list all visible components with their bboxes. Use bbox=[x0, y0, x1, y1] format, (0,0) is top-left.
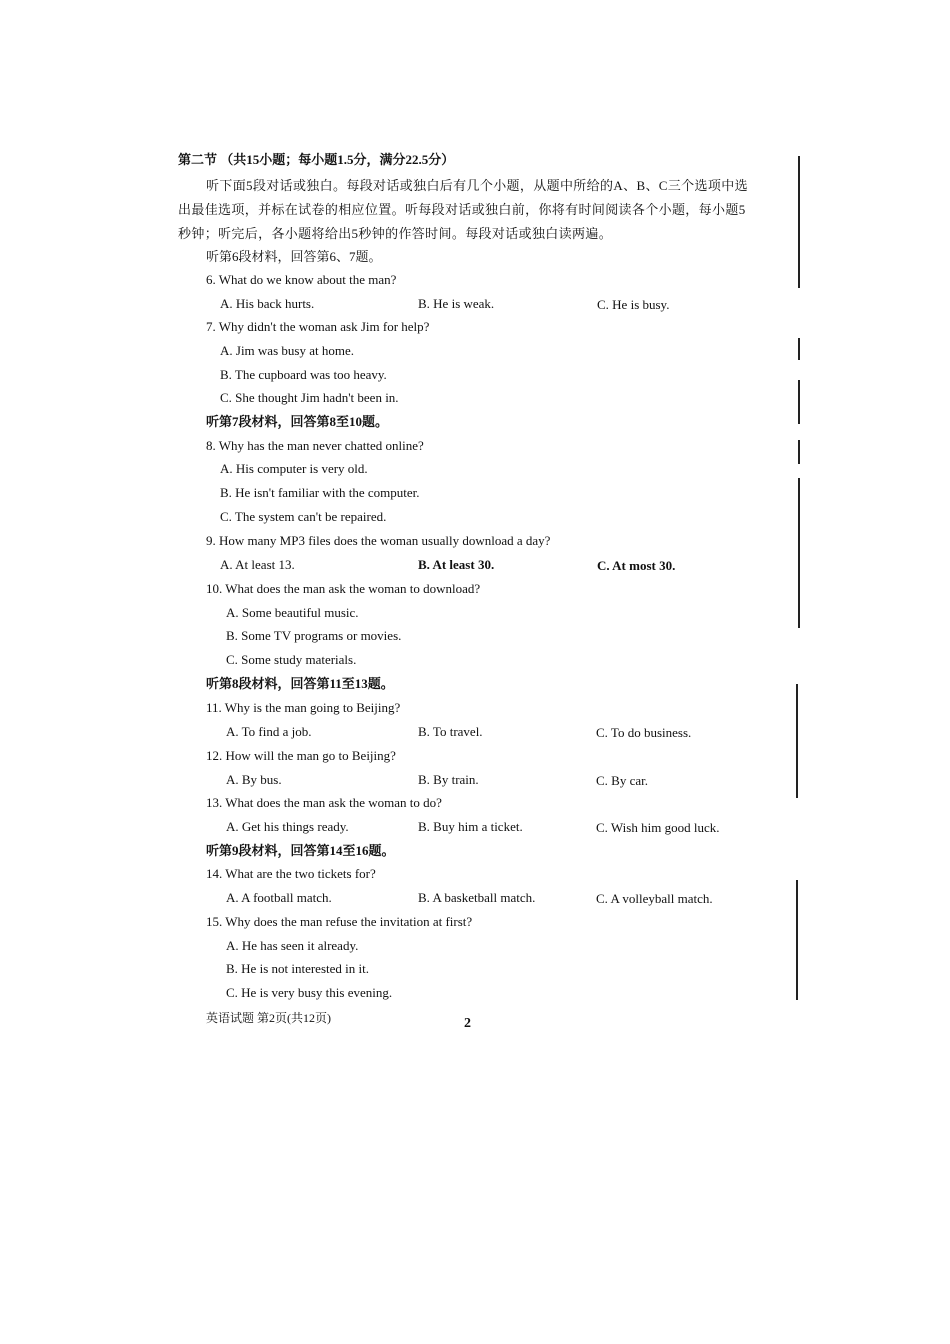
question-stem: 9. How many MP3 files does the woman usually download a day? bbox=[206, 533, 551, 548]
option-b: B. Buy him a ticket. bbox=[418, 819, 523, 834]
margin-rule bbox=[796, 684, 798, 798]
option-b: B. To travel. bbox=[418, 724, 483, 739]
question-stem: 13. What does the man ask the woman to do? bbox=[206, 795, 442, 810]
margin-rule bbox=[796, 880, 798, 1000]
option-b: B. At least 30. bbox=[418, 557, 495, 572]
option-a: A. He has seen it already. bbox=[226, 938, 359, 953]
question-stem: 14. What are the two tickets for? bbox=[206, 866, 376, 881]
option-c: C. The system can't be repaired. bbox=[220, 509, 387, 524]
margin-rule bbox=[798, 380, 800, 424]
option-c: C. He is very busy this evening. bbox=[226, 985, 393, 1000]
option-c: C. By car. bbox=[596, 773, 648, 788]
instructions-line-1: 听下面5段对话或独白。每段对话或独白后有几个小题，从题中所给的A、B、C三个选项中选 bbox=[206, 178, 748, 193]
option-b: B. The cupboard was too heavy. bbox=[220, 367, 387, 382]
option-a: A. By bus. bbox=[226, 772, 282, 787]
option-a: A. His back hurts. bbox=[220, 296, 315, 311]
group-heading: 听第8段材料，回答第11至13题。 bbox=[206, 676, 394, 691]
option-b: B. He is weak. bbox=[418, 296, 495, 311]
instructions-line-2: 出最佳选项，并标在试卷的相应位置。听每段对话或独白前，你将有时间阅读各个小题，每小题5 bbox=[178, 202, 746, 217]
option-a: A. Some beautiful music. bbox=[226, 605, 359, 620]
question-stem: 10. What does the man ask the woman to download? bbox=[206, 581, 481, 596]
page-number: 2 bbox=[464, 1016, 471, 1031]
question-stem: 11. Why is the man going to Beijing? bbox=[206, 700, 401, 715]
option-a: A. Get his things ready. bbox=[226, 819, 349, 834]
question-stem: 7. Why didn't the woman ask Jim for help? bbox=[206, 319, 430, 334]
question-stem: 12. How will the man go to Beijing? bbox=[206, 748, 396, 763]
option-a: A. A football match. bbox=[226, 890, 332, 905]
question-stem: 6. What do we know about the man? bbox=[206, 272, 397, 287]
group-heading: 听第9段材料，回答第14至16题。 bbox=[206, 843, 395, 858]
margin-rule bbox=[798, 156, 800, 288]
option-a: A. To find a job. bbox=[226, 724, 312, 739]
option-a: A. Jim was busy at home. bbox=[220, 343, 354, 358]
group-heading: 听第6段材料，回答第6、7题。 bbox=[206, 249, 382, 264]
option-b: B. By train. bbox=[418, 772, 479, 787]
group-heading: 听第7段材料，回答第8至10题。 bbox=[206, 414, 389, 429]
option-c: C. To do business. bbox=[596, 725, 692, 740]
option-b: B. A basketball match. bbox=[418, 890, 536, 905]
option-c: C. She thought Jim hadn't been in. bbox=[220, 390, 399, 405]
option-a: A. At least 13. bbox=[220, 557, 295, 572]
option-c: C. A volleyball match. bbox=[596, 891, 713, 906]
question-stem: 8. Why has the man never chatted online? bbox=[206, 438, 424, 453]
footer-page-info: 英语试题 第2页(共12页) bbox=[206, 1011, 331, 1025]
section-title: 第二节 （共15小题；每小题1.5分，满分22.5分） bbox=[178, 152, 455, 167]
margin-rule bbox=[798, 440, 800, 464]
margin-rule bbox=[798, 338, 800, 360]
option-a: A. His computer is very old. bbox=[220, 461, 368, 476]
margin-rule bbox=[798, 478, 800, 628]
question-stem: 15. Why does the man refuse the invitation at first? bbox=[206, 914, 473, 929]
option-b: B. Some TV programs or movies. bbox=[226, 628, 402, 643]
option-c: C. Wish him good luck. bbox=[596, 820, 720, 835]
instructions-line-3: 秒钟；听完后，各小题将给出5秒钟的作答时间。每段对话或独白读两遍。 bbox=[178, 226, 613, 241]
option-c: C. Some study materials. bbox=[226, 652, 357, 667]
option-c: C. At most 30. bbox=[597, 558, 676, 573]
option-b: B. He is not interested in it. bbox=[226, 961, 369, 976]
option-b: B. He isn't familiar with the computer. bbox=[220, 485, 420, 500]
option-c: C. He is busy. bbox=[597, 297, 670, 312]
